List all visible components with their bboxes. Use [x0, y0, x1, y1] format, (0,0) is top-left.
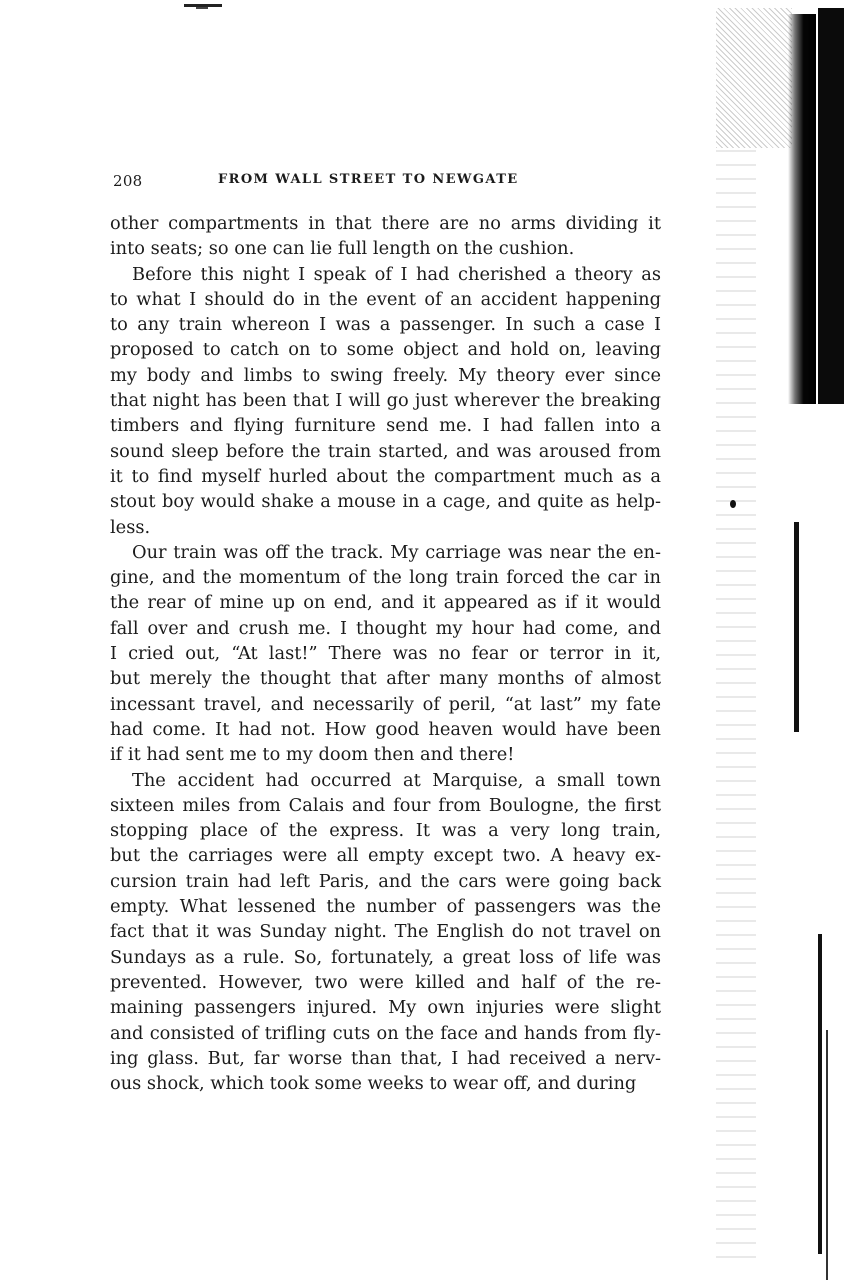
paragraph	[110, 540, 661, 768]
text-line: sound sleep before the train started, and was aroused from	[110, 440, 661, 462]
text-line: the rear of mine up on end, and it appeared as if it would	[110, 592, 661, 614]
text-line: ous shock, which took some weeks to wear off, and during	[110, 1073, 637, 1095]
text-line: my body and limbs to swing freely. My theory ever since	[110, 364, 661, 386]
text-line: fall over and crush me. I thought my hour had come, and	[110, 617, 661, 639]
running-head	[113, 172, 663, 192]
text-line: timbers and flying furniture send me. I had fallen into a	[110, 415, 661, 437]
text-line: less.	[110, 516, 151, 538]
text-line: prevented. However, two were killed and half of the re-	[110, 971, 661, 993]
paragraph	[110, 768, 661, 1097]
text-line: if it had sent me to my doom then and there!	[110, 744, 515, 766]
text-line: but the carriages were all empty except two. A heavy ex-	[110, 845, 661, 867]
text-line: had come. It had not. How good heaven would have been	[110, 718, 661, 740]
text-line: Our train was off the track. My carriage was near the en-	[132, 541, 661, 563]
text-line: to any train whereon I was a passenger. In such a case I	[110, 314, 661, 336]
text-line: sixteen miles from Calais and four from Boulogne, the first	[110, 794, 661, 816]
text-line: that night has been that I will go just wherever the breaking	[110, 390, 661, 412]
text-line: proposed to catch on to some object and hold on, leaving	[110, 339, 661, 361]
paragraph	[110, 211, 661, 262]
text-line: I cried out, “At last!” There was no fear or terror in it,	[110, 643, 661, 665]
body-text	[110, 211, 661, 1096]
text-line: Sundays as a rule. So, fortunately, a great loss of life was	[110, 946, 661, 968]
text-line: incessant travel, and necessarily of peril, “at last” my fate	[110, 693, 661, 715]
scan-gutter-line-lower-thin	[826, 1030, 828, 1280]
text-line: other compartments in that there are no arms dividing it	[110, 213, 661, 234]
paragraph	[110, 262, 661, 540]
text-line: empty. What lessened the number of passengers was the	[110, 896, 661, 918]
text-line: it to find myself hurled about the compartment much as a	[110, 465, 661, 487]
text-line: stopping place of the express. It was a very long train,	[110, 820, 661, 842]
text-line: stout boy would shake a mouse in a cage, and quite as help-	[110, 491, 661, 513]
page-number: 208	[113, 172, 143, 190]
text-line: The accident had occurred at Marquise, a small town	[132, 769, 661, 791]
scan-gutter-line	[794, 522, 799, 732]
text-line: ing glass. But, far worse than that, I had received a nerv-	[110, 1047, 661, 1069]
scan-gutter-line-lower	[818, 934, 822, 1254]
text-line: to what I should do in the event of an accident happening	[110, 288, 661, 310]
text-line: and consisted of trifling cuts on the face and hands from fly-	[110, 1022, 661, 1044]
text-line: cursion train had left Paris, and the cars were going back	[110, 870, 661, 892]
scan-gutter-speckle	[716, 150, 756, 1270]
book-title-header: FROM WALL STREET TO NEWGATE	[218, 172, 519, 187]
scan-gutter-noise	[716, 8, 792, 148]
scan-gutter-shadow	[788, 14, 816, 404]
scan-artifact-mark	[184, 4, 222, 7]
text-line: gine, and the momentum of the long train forced the car in	[110, 567, 661, 589]
text-line: Before this night I speak of I had cherished a theory as	[132, 263, 661, 285]
text-line: fact that it was Sunday night. The English do not travel on	[110, 921, 661, 943]
text-line: into seats; so one can lie full length on the cushion.	[110, 238, 575, 260]
scan-ink-dot	[730, 500, 736, 508]
text-line: but merely the thought that after many months of almost	[110, 668, 661, 690]
scan-gutter-bar	[818, 8, 844, 404]
text-line: maining passengers injured. My own injuries were slight	[110, 997, 661, 1019]
